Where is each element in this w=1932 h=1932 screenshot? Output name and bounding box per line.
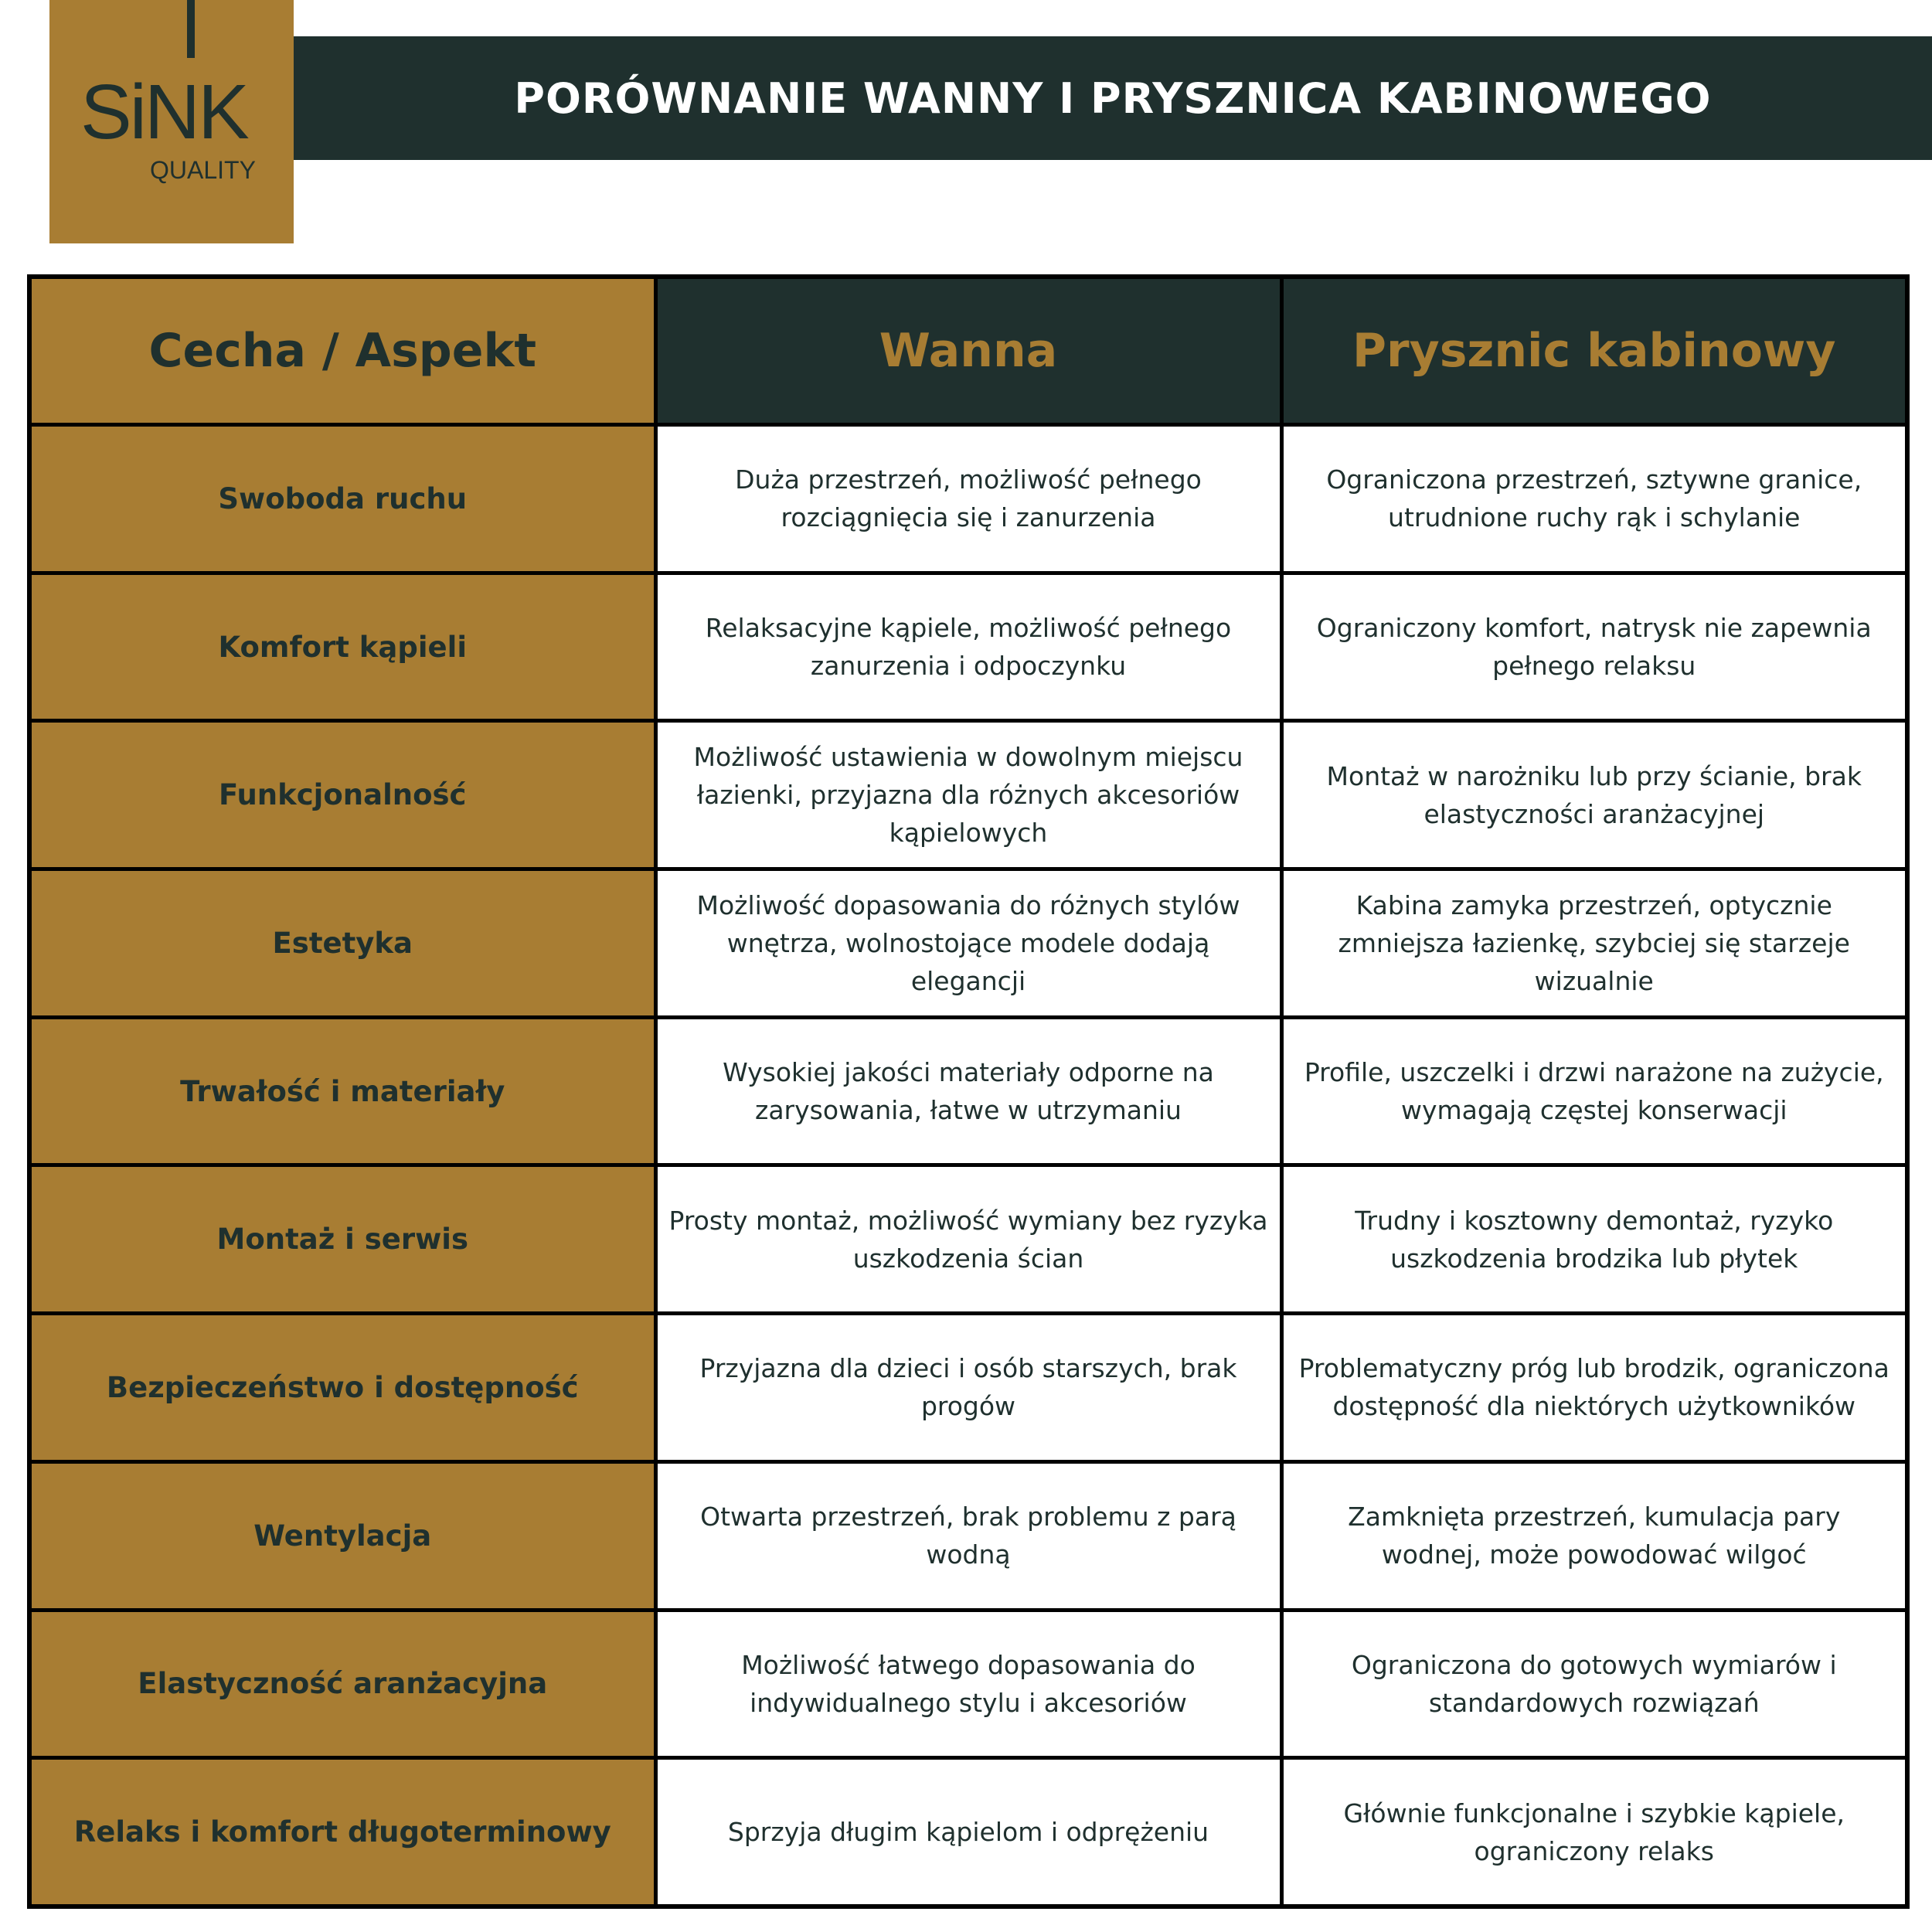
cell-prysznic: Ograniczona do gotowych wymiarów i standardowych rozwiązań — [1281, 1610, 1907, 1758]
row-aspect: Komfort kąpieli — [29, 573, 655, 721]
cell-prysznic: Ograniczony komfort, natrysk nie zapewnia pełnego relaksu — [1281, 573, 1907, 721]
header-prysznic: Prysznic kabinowy — [1281, 277, 1907, 425]
cell-wanna: Przyjazna dla dzieci i osób starszych, brak progów — [655, 1314, 1281, 1462]
table-row — [29, 1017, 1907, 1165]
row-aspect: Elastyczność aranżacyjna — [29, 1610, 655, 1758]
title-banner — [294, 36, 1932, 160]
header-aspect: Cecha / Aspekt — [29, 277, 655, 425]
table-row — [29, 1461, 1907, 1610]
cell-prysznic: Trudny i kosztowny demontaż, ryzyko uszkodzenia brodzika lub płytek — [1281, 1165, 1907, 1314]
cell-wanna: Sprzyja długim kąpielom i odprężeniu — [655, 1758, 1281, 1906]
cell-wanna: Relaksacyjne kąpiele, możliwość pełnego zanurzenia i odpoczynku — [655, 573, 1281, 721]
cell-wanna: Możliwość dopasowania do różnych stylów wnętrza, wolnostojące modele dodają elegancji — [655, 869, 1281, 1018]
table-row — [29, 1314, 1907, 1462]
cell-wanna: Możliwość ustawienia w dowolnym miejscu łazienki, przyjazna dla różnych akcesoriów kąpielowych — [655, 721, 1281, 869]
logo-brand: SiNK — [80, 69, 247, 155]
cell-wanna: Prosty montaż, możliwość wymiany bez ryzyka uszkodzenia ścian — [655, 1165, 1281, 1314]
cell-prysznic: Kabina zamyka przestrzeń, optycznie zmniejsza łazienkę, szybciej się starzeje wizualnie — [1281, 869, 1907, 1018]
header-row — [29, 277, 1907, 425]
page-title: PORÓWNANIE WANNY I PRYSZNICA KABINOWEGO — [514, 73, 1712, 123]
cell-prysznic: Ograniczona przestrzeń, sztywne granice, utrudnione ruchy rąk i schylanie — [1281, 425, 1907, 573]
row-aspect: Wentylacja — [29, 1461, 655, 1610]
row-aspect: Relaks i komfort długoterminowy — [29, 1758, 655, 1906]
table-row — [29, 1610, 1907, 1758]
cell-wanna: Możliwość łatwego dopasowania do indywidualnego stylu i akcesoriów — [655, 1610, 1281, 1758]
logo-bar — [187, 0, 195, 58]
logo-tagline: QUALITY — [150, 156, 256, 184]
comparison-table — [27, 274, 1910, 1909]
cell-wanna: Wysokiej jakości materiały odporne na zarysowania, łatwe w utrzymaniu — [655, 1017, 1281, 1165]
cell-prysznic: Zamknięta przestrzeń, kumulacja pary wodnej, może powodować wilgoć — [1281, 1461, 1907, 1610]
row-aspect: Trwałość i materiały — [29, 1017, 655, 1165]
cell-wanna: Otwarta przestrzeń, brak problemu z parą wodną — [655, 1461, 1281, 1610]
cell-prysznic: Głównie funkcjonalne i szybkie kąpiele, ograniczony relaks — [1281, 1758, 1907, 1906]
row-aspect: Bezpieczeństwo i dostępność — [29, 1314, 655, 1462]
table-row — [29, 721, 1907, 869]
table-row — [29, 573, 1907, 721]
table-row — [29, 869, 1907, 1018]
table-row — [29, 425, 1907, 573]
cell-prysznic: Profile, uszczelki i drzwi narażone na zużycie, wymagają częstej konserwacji — [1281, 1017, 1907, 1165]
cell-prysznic: Montaż w narożniku lub przy ścianie, brak elastyczności aranżacyjnej — [1281, 721, 1907, 869]
table-body — [29, 425, 1907, 1907]
table-row — [29, 1165, 1907, 1314]
sink-quality-logo — [49, 0, 294, 243]
row-aspect: Montaż i serwis — [29, 1165, 655, 1314]
cell-prysznic: Problematyczny próg lub brodzik, ograniczona dostępność dla niektórych użytkowników — [1281, 1314, 1907, 1462]
cell-wanna: Duża przestrzeń, możliwość pełnego rozciągnięcia się i zanurzenia — [655, 425, 1281, 573]
header-wanna: Wanna — [655, 277, 1281, 425]
table-row — [29, 1758, 1907, 1906]
row-aspect: Funkcjonalność — [29, 721, 655, 869]
row-aspect: Estetyka — [29, 869, 655, 1018]
row-aspect: Swoboda ruchu — [29, 425, 655, 573]
